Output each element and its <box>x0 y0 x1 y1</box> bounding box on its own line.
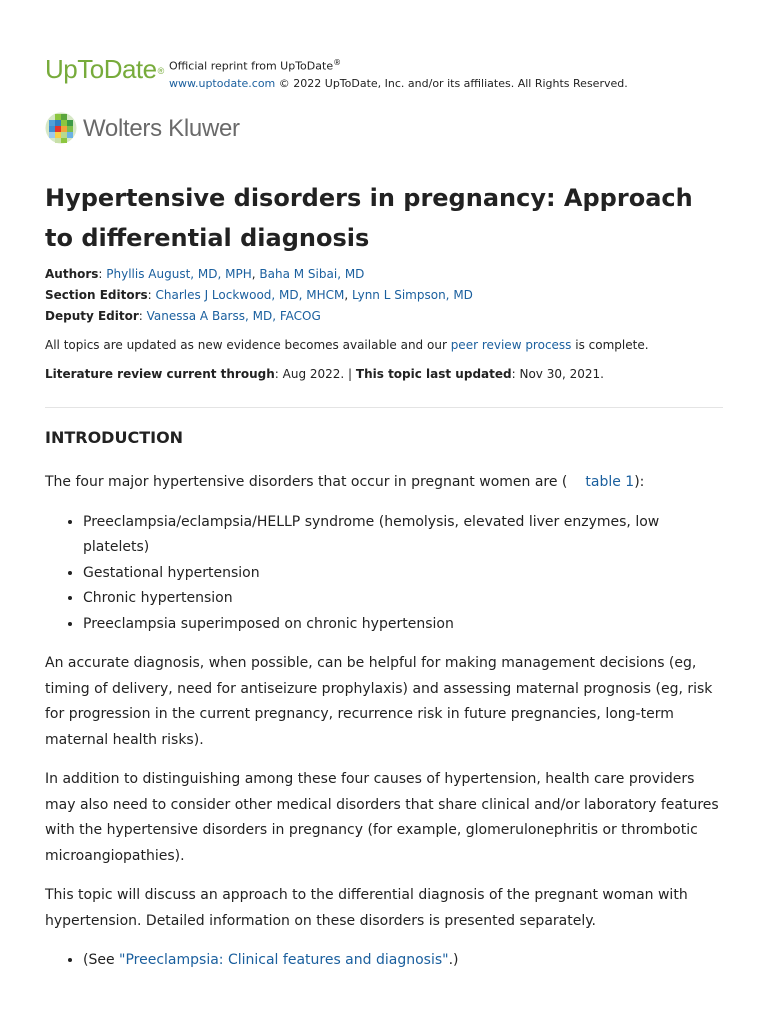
see-also-list <box>45 948 729 974</box>
reprint-notice <box>169 54 628 92</box>
section-editor-link[interactable]: Lynn L Simpson, MD <box>352 288 473 302</box>
article-credits <box>45 264 735 327</box>
copyright-line: www.uptodate.com © 2022 UpToDate, Inc. and/or its affiliates. All Rights Reserved. <box>169 76 628 90</box>
intro-paragraph: An accurate diagnosis, when possible, can be helpful for making management decisions (eg, timing of delivery, need for antiseizure prophylaxis) and assessing maternal prognosis (eg, risk for progression in the current pregnancy, recurrence risk in future pregnancies, long-term maternal health risks). <box>45 655 713 748</box>
disorders-list <box>45 510 729 638</box>
list-item: • Chronic hypertension <box>83 586 729 612</box>
deputy-editor-link[interactable]: Vanessa A Barss, MD, FACOG <box>146 309 321 323</box>
section-editors-row: Section Editors: Charles J Lockwood, MD, MHCM, Lynn L Simpson, MD <box>45 288 473 302</box>
preeclampsia-topic-link[interactable]: "Preeclampsia: Clinical features and diagnosis" <box>119 952 449 968</box>
intro-paragraph: This topic will discuss an approach to the differential diagnosis of the pregnant woman with hypertension. Detailed information on these disorders is presented separately. <box>45 887 688 929</box>
list-item: • Preeclampsia superimposed on chronic hypertension <box>83 612 729 638</box>
publisher-name: Wolters Kluwer <box>83 115 240 142</box>
uptodate-logo[interactable]: UpToDate® <box>45 54 164 84</box>
section-divider <box>45 407 723 408</box>
author-link[interactable]: Phyllis August, MD, MPH <box>106 267 252 281</box>
intro-paragraph: In addition to distinguishing among these four causes of hypertension, health care providers may also need to consider other medical disorders that share clinical and/or laboratory features with the hypertensive disorders in pregnancy (for example, glomerulonephritis or thrombotic microangiopathies). <box>45 771 719 864</box>
list-item: • Gestational hypertension <box>83 561 729 587</box>
list-item: • Preeclampsia/eclampsia/HELLP syndrome (hemolysis, elevated liver enzymes, low platelets) <box>83 510 729 561</box>
deputy-editor-row: Deputy Editor: Vanessa A Barss, MD, FACOG <box>45 309 321 323</box>
review-dates: Literature review current through: Aug 2022. | This topic last updated: Nov 30, 2021. <box>45 367 604 381</box>
uptodate-site-link[interactable]: www.uptodate.com <box>169 76 276 90</box>
update-note: All topics are updated as new evidence becomes available and our peer review process is complete. <box>45 338 649 352</box>
wolters-kluwer-mosaic-icon <box>45 112 77 144</box>
reprint-line: Official reprint from UpToDate® <box>169 58 342 73</box>
authors-row: Authors: Phyllis August, MD, MPH, Baha M Sibai, MD <box>45 267 365 281</box>
peer-review-link[interactable]: peer review process <box>450 338 572 352</box>
introduction-body <box>45 470 729 988</box>
table-1-link[interactable]: table 1 <box>585 474 635 490</box>
section-heading-introduction: INTRODUCTION <box>45 428 184 447</box>
list-item: • (See "Preeclampsia: Clinical features and diagnosis".) <box>83 948 729 974</box>
author-link[interactable]: Baha M Sibai, MD <box>259 267 365 281</box>
article-title: Hypertensive disorders in pregnancy: Approach to differential diagnosis <box>45 184 693 252</box>
section-editor-link[interactable]: Charles J Lockwood, MD, MHCM <box>155 288 345 302</box>
intro-lead: The four major hypertensive disorders that occur in pregnant women are ( table 1): <box>45 474 645 490</box>
